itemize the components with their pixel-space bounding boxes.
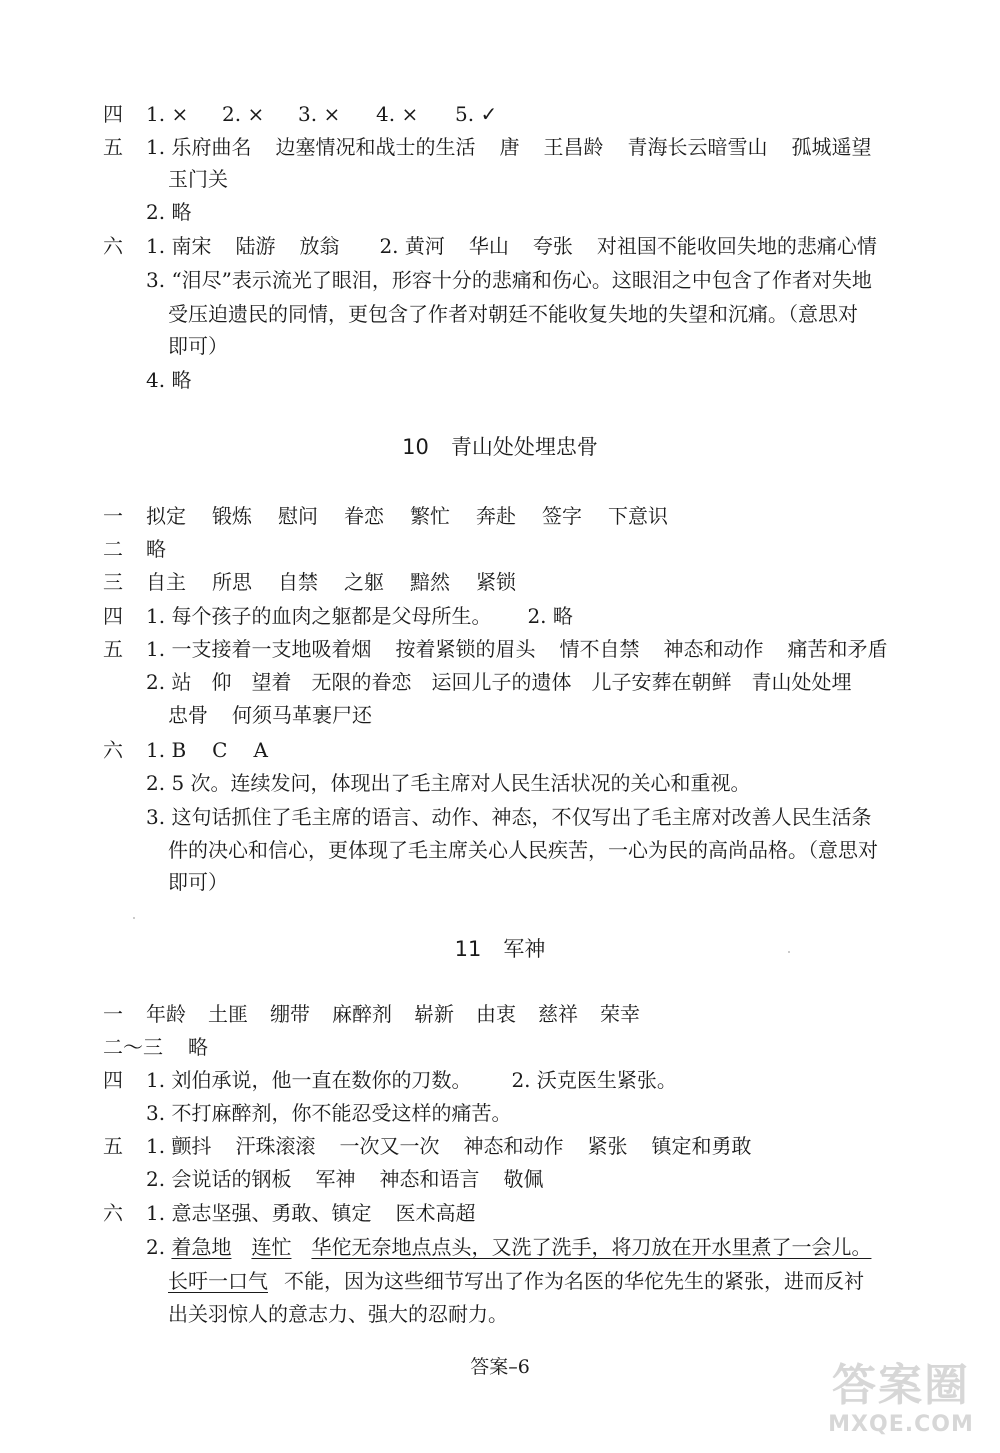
- watermark-text: 答案圈: [832, 1360, 970, 1411]
- section-title-11: [0, 933, 1000, 965]
- answer-text: 4. ×: [376, 102, 419, 126]
- item-number: 三: [103, 570, 123, 594]
- underlined-answer: 着急地: [171, 1235, 232, 1259]
- item-number: 二～三: [103, 1035, 163, 1059]
- answer-text: 1. ×: [146, 102, 189, 126]
- underlined-answer: 连忙: [251, 1235, 292, 1259]
- answer-text: 4. 略: [146, 368, 192, 392]
- scan-speck: [133, 917, 135, 919]
- answer-text: 受压迫遗民的同情，更包含了作者对朝廷不能收复失地的失望和沉痛。（意思对: [168, 302, 858, 326]
- answer-text: 玉门关: [168, 167, 228, 191]
- answer-text: 长吁一口气 不能，因为这些细节写出了作为名医的华佗先生的紧张，进而反衬: [168, 1269, 864, 1293]
- section-number: 11: [454, 937, 482, 961]
- answer-text: 2. 着急地 连忙 华佗无奈地点点头，又洗了洗手，将刀放在开水里煮了一会儿。: [146, 1235, 872, 1259]
- answer-text: 略: [188, 1035, 208, 1059]
- page-number: 答案–6: [470, 1356, 530, 1378]
- underlined-answer: 长吁一口气: [168, 1269, 268, 1293]
- answer-text: 忠骨 何须马革裹尸还: [168, 703, 372, 727]
- answer-text: 自主 所思 自禁 之躯 黯然 紧锁: [146, 570, 516, 594]
- answer-text: 即可）: [168, 870, 228, 894]
- item-number: 四: [103, 102, 123, 126]
- answer-text: 1. 刘伯承说，他一直在数你的刀数。 2. 沃克医生紧张。: [146, 1068, 677, 1092]
- item-number: 五: [103, 135, 123, 159]
- underlined-answer: 华佗无奈地点点头，又洗了洗手，将刀放在开水里煮了一会儿。: [311, 1235, 872, 1259]
- answer-text: 1. 每个孩子的血肉之躯都是父母所生。 2. 略: [146, 604, 573, 628]
- answer-text: 3. “泪尽”表示流光了眼泪，形容十分的悲痛和伤心。这眼泪之中包含了作者对失地: [146, 268, 872, 292]
- answer-text: 2. 站 仰 望着 无限的眷恋 运回儿子的遗体 儿子安葬在朝鲜 青山处处埋: [146, 670, 852, 694]
- answer-text: 1. B C A: [146, 738, 268, 762]
- answer-text: 5. ✓: [455, 102, 498, 126]
- answer-text: 3. 这句话抓住了毛主席的语言、动作、神态，不仅写出了毛主席对改善人民生活条: [146, 805, 872, 829]
- answer-text: 件的决心和信心，更体现了毛主席关心人民疾苦，一心为民的高尚品格。（意思对: [168, 838, 878, 862]
- item-number: 五: [103, 1134, 123, 1158]
- section-number: 10: [402, 435, 429, 459]
- answer-text: 2. 略: [146, 200, 192, 224]
- answer-text: 略: [146, 537, 166, 561]
- answer-text: 即可）: [168, 334, 228, 358]
- item-number: 四: [103, 1068, 123, 1092]
- item-number: 四: [103, 604, 123, 628]
- answer-text: 1. 南宋 陆游 放翁 2. 黄河 华山 夸张 对祖国不能收回失地的悲痛心情: [146, 234, 877, 258]
- answer-text: 出关羽惊人的意志力、强大的忍耐力。: [168, 1302, 508, 1326]
- answer-text: 3. 不打麻醉剂，你不能忍受这样的痛苦。: [146, 1101, 512, 1125]
- answer-text: 年龄 土匪 绷带 麻醉剂 崭新 由衷 慈祥 荣幸: [146, 1002, 640, 1026]
- section-title-text: 军神: [503, 937, 546, 961]
- answer-text: 1. 颤抖 汗珠滚滚 一次又一次 神态和动作 紧张 镇定和勇敢: [146, 1134, 752, 1158]
- item-number: 六: [103, 1201, 123, 1225]
- watermark-logo: [816, 1360, 986, 1444]
- answer-text: 1. 一支接着一支地吸着烟 按着紧锁的眉头 情不自禁 神态和动作 痛苦和矛盾: [146, 637, 888, 661]
- item-number: 六: [103, 234, 123, 258]
- item-number: 一: [103, 504, 123, 528]
- answer-text: 1. 意志坚强、勇敢、镇定 医术高超: [146, 1201, 476, 1225]
- item-number: 五: [103, 637, 123, 661]
- answer-text: 3. ×: [298, 102, 341, 126]
- section-title-10: [0, 431, 1000, 463]
- item-number: 一: [103, 1002, 123, 1026]
- answer-text: 拟定 锻炼 慰问 眷恋 繁忙 奔赴 签字 下意识: [146, 504, 668, 528]
- answer-text: 2. ×: [222, 102, 265, 126]
- item-number: 六: [103, 738, 123, 762]
- answer-text: 2. 会说话的钢板 军神 神态和语言 敬佩: [146, 1167, 544, 1191]
- section-title-text: 青山处处埋忠骨: [450, 435, 598, 459]
- answer-text: 1. 乐府曲名 边塞情况和战士的生活 唐 王昌龄 青海长云暗雪山 孤城遥望: [146, 135, 872, 159]
- watermark-url: MXQE.COM: [828, 1412, 974, 1437]
- answer-text: 2. 5 次。连续发问，体现出了毛主席对人民生活状况的关心和重视。: [146, 771, 751, 795]
- item-number: 二: [103, 537, 123, 561]
